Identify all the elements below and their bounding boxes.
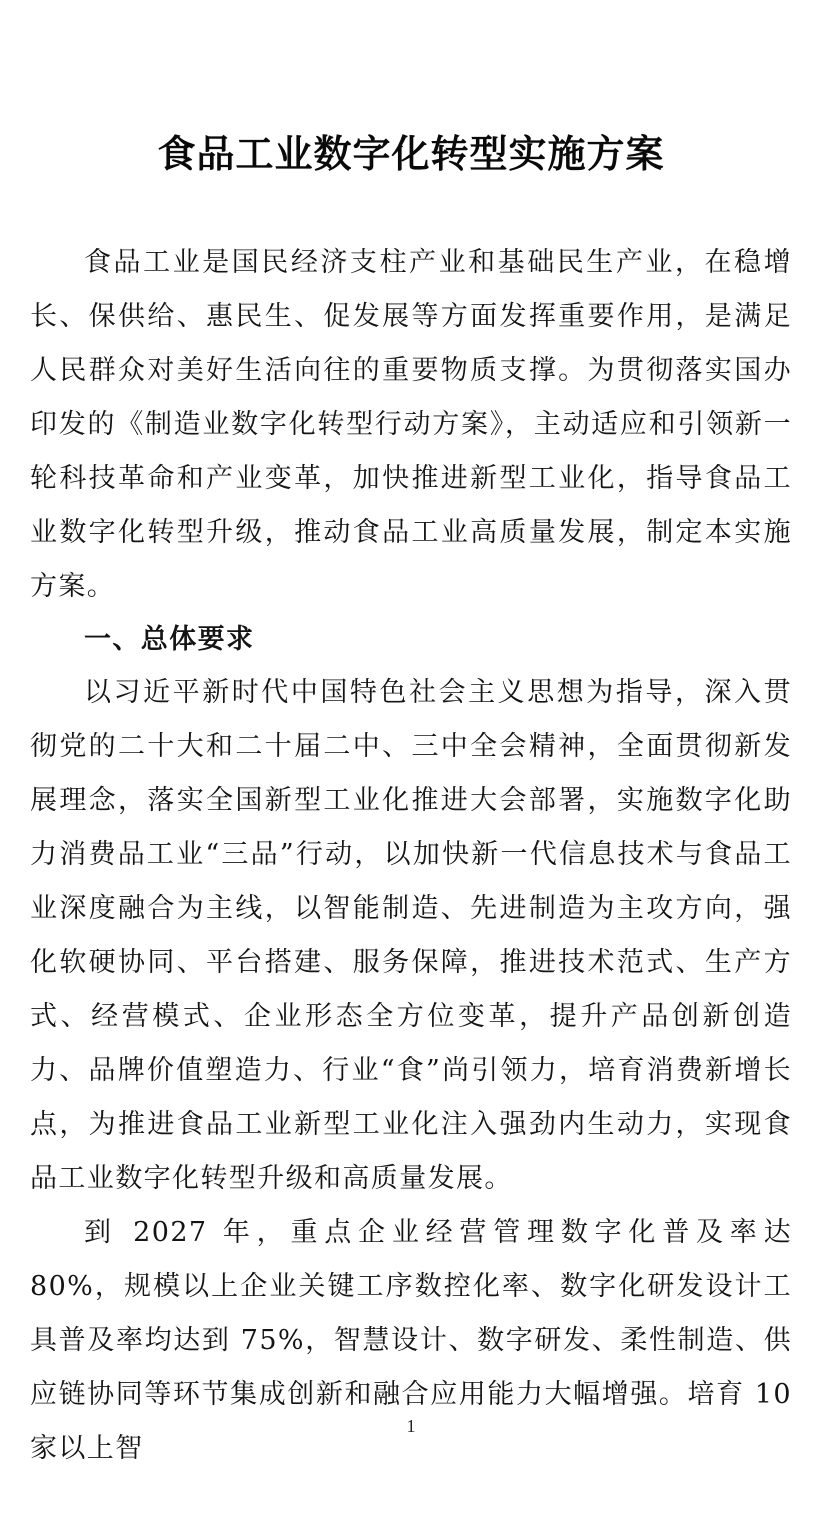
document-title: 食品工业数字化转型实施方案 (157, 132, 665, 176)
section-paragraph-guiding-ideology: 以习近平新时代中国特色社会主义思想为指导，深入贯彻党的二十大和二十届二中、三中全会精神，全面贯彻新发展理念，落实全国新型工业化推进大会部署，实施数字化助力消费品工业“三品”行动，以加快新一代信息技术与食品工业深度融合为主线，以智能制造、先进制造为主攻方向，强化软硬协同、平台搭建、服务保障，推进技术范式、生产方式、经营模式、企业形态全方位变革，提升产品创新创造力、品牌价值塑造力、行业“食”尚引领力，培育消费新增长点，为推进食品工业新型工业化注入强劲内生动力，实现食品工业数字化转型升级和高质量发展。 (30, 677, 792, 1194)
page-number: 1 (406, 1416, 416, 1436)
document-body (30, 236, 792, 1476)
section-paragraph-2027-targets: 到 2027 年，重点企业经营管理数字化普及率达 80%，规模以上企业关键工序数控化率、数字化研发设计工具普及率均达到 75%，智慧设计、数字研发、柔性制造、供应链协同等环节集成创新和融合应用能力大幅增强。培育 10 家以上智 (30, 1217, 792, 1464)
intro-paragraph: 食品工业是国民经济支柱产业和基础民生产业，在稳增长、保供给、惠民生、促发展等方面发挥重要作用，是满足人民群众对美好生活向往的重要物质支撑。为贯彻落实国办印发的《制造业数字化转型行动方案》，主动适应和引领新一轮科技革命和产业变革，加快推进新型工业化，指导食品工业数字化转型升级，推动食品工业高质量发展，制定本实施方案。 (30, 247, 792, 602)
section-heading-general-requirements: 一、总体要求 (84, 624, 255, 655)
